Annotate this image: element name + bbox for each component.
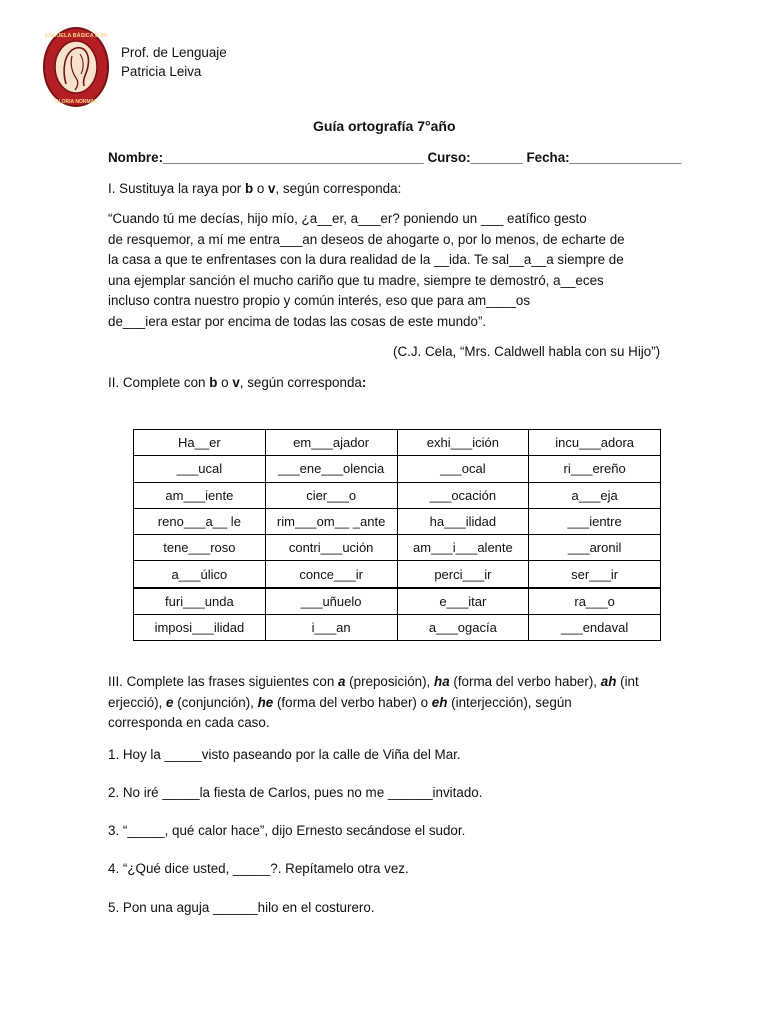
fecha-blank: _______________ [569,150,682,165]
curso-label: Curso: [427,150,471,165]
section3-instruction-line: III. Complete las frases siguientes con a (preposición), ha (forma del verbo haber), ah (int [108,674,639,689]
word-table-cell: conce___ir [265,561,397,588]
word-table-cell: e___itar [397,588,529,615]
word-table-cell: ___ucal [134,456,266,482]
word-table-cell: ___endaval [529,615,661,641]
logo-bottom-text: GLORIA NORMAL [54,99,98,105]
paragraph-line: de___iera estar por encima de todas las cosas de este mundo”. [108,314,487,329]
nombre-blank: ___________________________________ [163,150,424,165]
word-table-cell: reno___a__ le [134,508,266,534]
word-table [133,429,661,641]
exercise-item: 2. No iré _____la fiesta de Carlos, pues no me ______invitado. [108,785,483,800]
nombre-label: Nombre: [108,150,164,165]
word-table-cell: am___i___alente [397,535,529,561]
word-table-cell: exhi___ición [397,430,529,456]
word-table-cell: a___ogacía [397,615,529,641]
word-table-cell: incu___adora [529,430,661,456]
word-table-cell: ri___ereño [529,456,661,482]
student-info-line [108,150,681,165]
word-table-cell: Ha__er [134,430,266,456]
word-table-row [134,588,661,615]
exercise-item: 4. “¿Qué dice usted, _____?. Repítamelo otra vez. [108,861,409,876]
word-table-cell: ___ocación [397,482,529,508]
word-table-cell: am___iente [134,482,266,508]
word-table-row [134,535,661,561]
paragraph-line: la casa a que te enfrentases con la dura realidad de la __ida. Te sal__a__a siempre de [108,252,624,267]
word-table-cell: ___ocal [397,456,529,482]
section3-instruction-line: corresponda en cada caso. [108,715,270,730]
exercise-item: 3. “_____, qué calor hace”, dijo Ernesto secándose el sudor. [108,823,466,838]
paragraph-line: una ejemplar sanción el mucho cariño que tu madre, siempre te demostró, a__eces [108,273,604,288]
word-table-cell: furi___unda [134,588,266,615]
word-table-row [134,615,661,641]
section2-instruction: II. Complete con b o v, según corresponda: [108,375,367,390]
word-table-cell: cier___o [265,482,397,508]
word-table-cell: tene___roso [134,535,266,561]
word-table-row [134,456,661,482]
word-table-cell: ___uñuelo [265,588,397,615]
word-table-row [134,561,661,588]
curso-blank: _______ [470,150,523,165]
word-table-row [134,508,661,534]
page-title: Guía ortografía 7°año [313,118,456,134]
school-seal-logo [42,26,110,108]
word-table-cell: ___ientre [529,508,661,534]
word-table-cell: em___ajador [265,430,397,456]
exercise-item: 1. Hoy la _____visto paseando por la calle de Viña del Mar. [108,747,461,762]
word-table-cell: ser___ir [529,561,661,588]
word-table-cell: ra___o [529,588,661,615]
paragraph-line: “Cuando tú me decías, hijo mío, ¿a__er, a___er? poniendo un ___ eatífico gesto [108,211,587,226]
teacher-name: Patricia Leiva [121,64,202,79]
word-table-cell: contri___ución [265,535,397,561]
word-table-cell: a___eja [529,482,661,508]
section1-instruction: I. Sustituya la raya por b o v, según corresponda: [108,181,402,196]
word-table-cell: ha___ilidad [397,508,529,534]
word-table-cell: ___ene___olencia [265,456,397,482]
word-table-cell: rim___om__ _ante [265,508,397,534]
word-table-cell: i___an [265,615,397,641]
citation: (C.J. Cela, “Mrs. Caldwell habla con su Hijo”) [393,344,661,359]
paragraph-line: de resquemor, a mí me entra___an deseos de ahogarte o, por lo menos, de echarte de [108,232,625,247]
word-table-cell: ___aronil [529,535,661,561]
fecha-label: Fecha: [526,150,570,165]
logo-top-text: ESCUELA BÁSICA D-89 [45,33,107,39]
word-table-row [134,482,661,508]
exercise-item: 5. Pon una aguja ______hilo en el costurero. [108,900,375,915]
word-table-cell: imposi___ilidad [134,615,266,641]
paragraph-line: incluso contra nuestro propio y común interés, eso que para am____os [108,293,531,308]
word-table-cell: a___úlico [134,561,266,588]
word-table-row [134,430,661,456]
teacher-role: Prof. de Lenguaje [121,45,227,60]
section3-instruction-line: erjecció), e (conjunción), he (forma del verbo haber) o eh (interjección), según [108,695,572,710]
word-table-cell: perci___ir [397,561,529,588]
